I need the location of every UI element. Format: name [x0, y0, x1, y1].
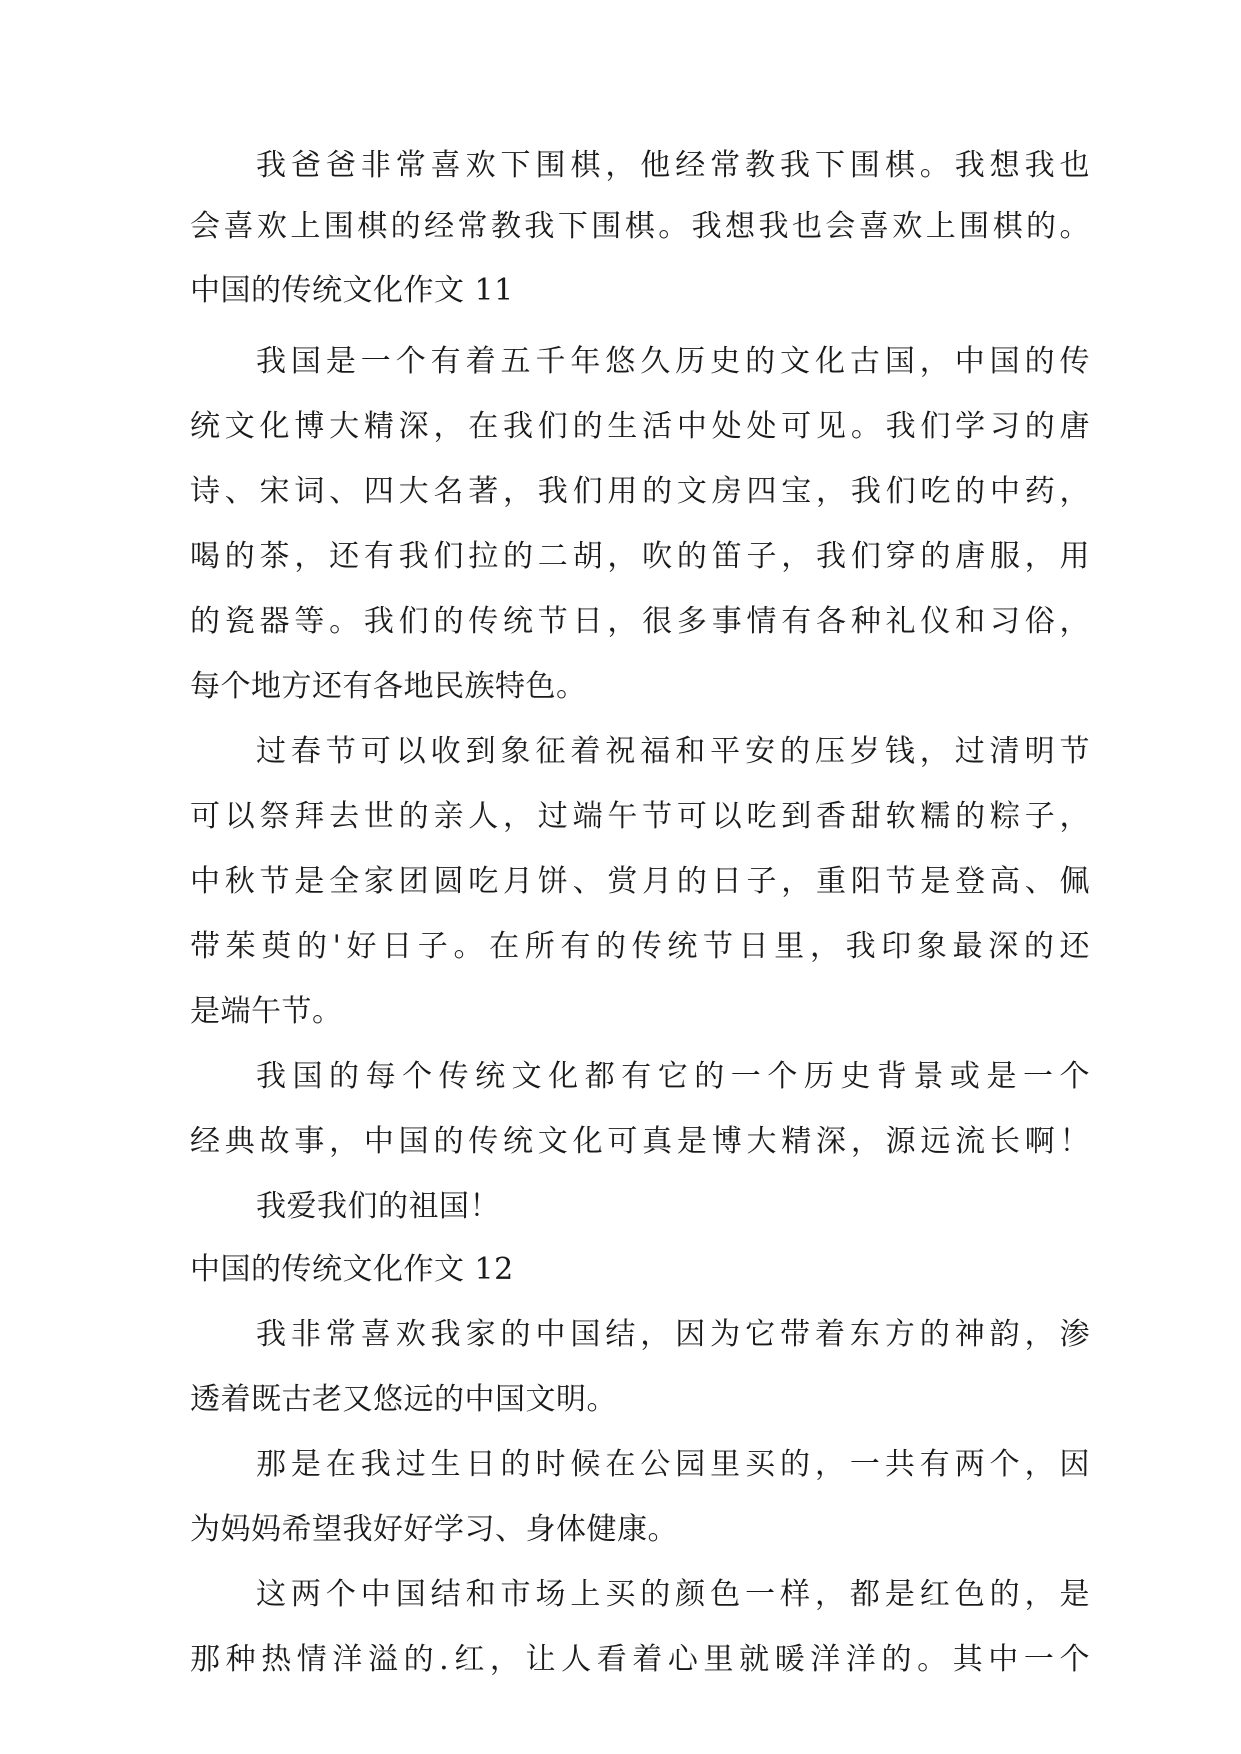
- text-line: 那种热情洋溢的.红，让人看着心里就暖洋洋的。其中一个: [190, 1642, 1090, 1677]
- text-line: 经典故事，中国的传统文化可真是博大精深，源远流长啊！: [190, 1124, 1090, 1159]
- text-line: 为妈妈希望我好好学习、身体健康。: [190, 1512, 678, 1547]
- text-line: 我爱我们的祖国！: [256, 1189, 500, 1224]
- text-line: 诗、宋词、四大名著，我们用的文房四宝，我们吃的中药，: [190, 474, 1090, 509]
- text-line: 那是在我过生日的时候在公园里买的，一共有两个，因: [256, 1447, 1090, 1482]
- text-line: 过春节可以收到象征着祝福和平安的压岁钱，过清明节: [256, 734, 1090, 769]
- text-line: 我爸爸非常喜欢下围棋，他经常教我下围棋。我想我也: [256, 148, 1090, 183]
- text-line: 带茱萸的'好日子。在所有的传统节日里，我印象最深的还: [190, 929, 1090, 964]
- text-line: 喝的茶，还有我们拉的二胡，吹的笛子，我们穿的唐服，用: [190, 539, 1090, 574]
- text-line: 我国的每个传统文化都有它的一个历史背景或是一个: [256, 1059, 1090, 1094]
- text-line: 统文化博大精深，在我们的生活中处处可见。我们学习的唐: [190, 409, 1090, 444]
- text-line: 中秋节是全家团圆吃月饼、赏月的日子，重阳节是登高、佩: [190, 864, 1090, 899]
- text-line: 会喜欢上围棋的经常教我下围棋。我想我也会喜欢上围棋的。: [190, 209, 1090, 244]
- text-line: 这两个中国结和市场上买的颜色一样，都是红色的，是: [256, 1577, 1090, 1612]
- text-line: 透着既古老又悠远的中国文明。: [190, 1382, 617, 1417]
- essay-heading: 中国的传统文化作文 11: [190, 273, 514, 308]
- text-line: 我国是一个有着五千年悠久历史的文化古国，中国的传: [256, 344, 1090, 379]
- text-line: 我非常喜欢我家的中国结，因为它带着东方的神韵，渗: [256, 1317, 1090, 1352]
- text-line: 的瓷器等。我们的传统节日，很多事情有各种礼仪和习俗，: [190, 604, 1090, 639]
- text-line: 是端午节。: [190, 994, 343, 1029]
- text-line: 可以祭拜去世的亲人，过端午节可以吃到香甜软糯的粽子，: [190, 799, 1090, 834]
- essay-heading: 中国的传统文化作文 12: [190, 1252, 514, 1287]
- text-line: 每个地方还有各地民族特色。: [190, 669, 587, 704]
